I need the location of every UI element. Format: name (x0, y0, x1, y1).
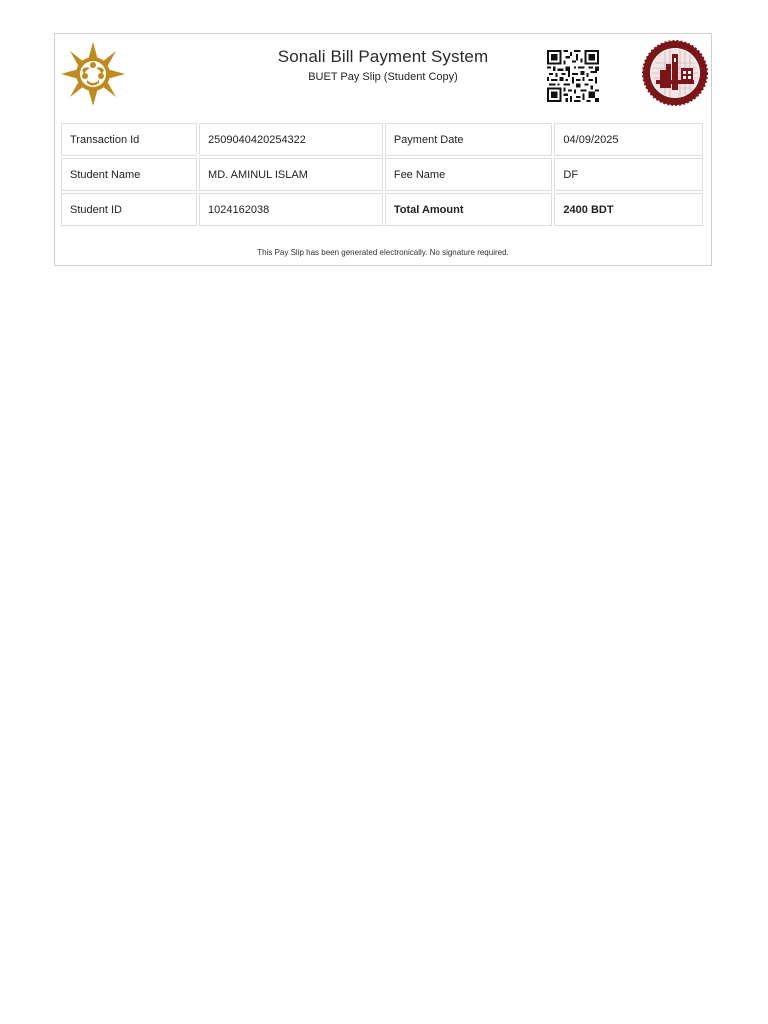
qr-code (547, 50, 599, 102)
fee-name-value: DF (554, 158, 703, 191)
page-subtitle: BUET Pay Slip (Student Copy) (308, 71, 458, 83)
table-row (61, 123, 703, 156)
total-amount-value: 2400 BDT (554, 193, 703, 226)
transaction-id-label: Transaction Id (61, 123, 197, 156)
pay-slip (54, 33, 712, 266)
total-amount-label: Total Amount (385, 193, 553, 226)
fee-name-label: Fee Name (385, 158, 553, 191)
title-block (55, 46, 711, 84)
slip-header (55, 34, 711, 120)
table-row (61, 158, 703, 191)
payment-details-table (59, 121, 705, 228)
payment-date-label: Payment Date (385, 123, 553, 156)
payment-date-value: 04/09/2025 (554, 123, 703, 156)
page-title: Sonali Bill Payment System (277, 47, 489, 66)
student-name-label: Student Name (61, 158, 197, 191)
transaction-id-value: 2509040420254322 (199, 123, 383, 156)
student-name-value: MD. AMINUL ISLAM (199, 158, 383, 191)
table-row (61, 193, 703, 226)
buet-logo (642, 40, 708, 106)
student-id-label: Student ID (61, 193, 197, 226)
student-id-value: 1024162038 (199, 193, 383, 226)
footer-note: This Pay Slip has been generated electronically. No signature required. (257, 248, 509, 257)
